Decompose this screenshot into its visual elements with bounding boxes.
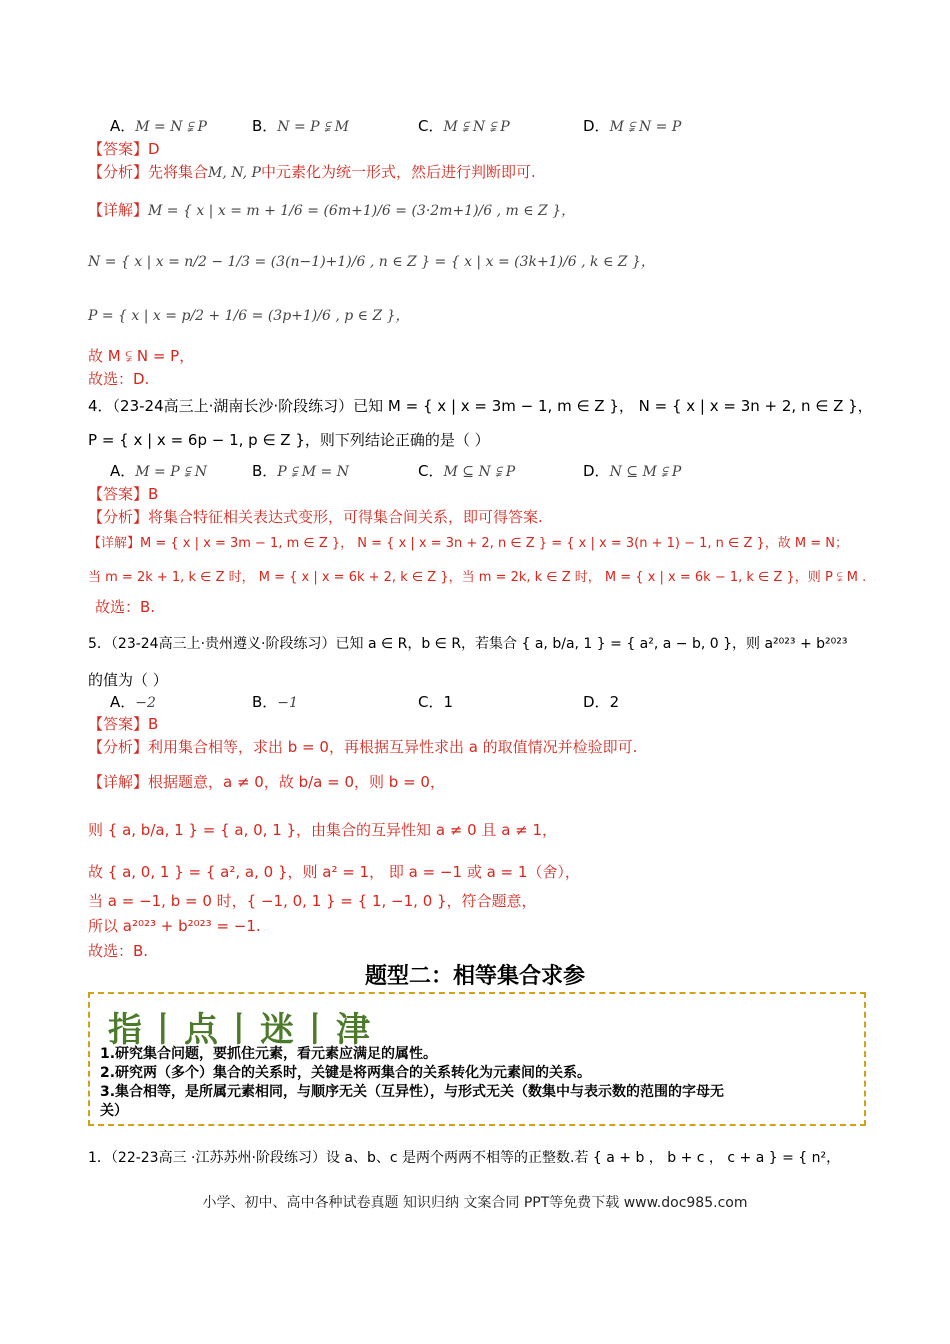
option-formula: M ⫋ N ⫋ P [443,119,510,135]
option-formula: 1 [443,693,454,711]
option-label: D． [583,117,610,135]
option-label: A． [110,693,136,711]
option-label: B． [252,117,278,135]
q4-stem: 4．（23-24高三上·湖南长沙·阶段练习）已知 M = { x | x = 3m − 1, m ∈ Z }， N = { x | x = 3n + 2, n ∈ Z }， [88,397,873,415]
q5-option-a [110,692,156,713]
option-formula: P ⫋ M = N [277,464,349,480]
q5-analysis: 【分析】利用集合相等，求出 b = 0，再根据互异性求出 a 的取值情况并检验即可. [88,738,638,756]
analysis-math: M, N, P [208,165,261,181]
q5-stem: 5．（23-24高三上·贵州遵义·阶段练习）已知 a ∈ R，b ∈ R，若集合 { a, b/a, 1 } = { a², a − b, 0 }，则 a²⁰²³ + b²⁰²³ [88,636,848,652]
q4-conclusion: 故选：B. [95,598,156,616]
option-label: D． [583,462,610,480]
q4-analysis: 【分析】将集合特征相关表达式变形，可得集合间关系，即可得答案. [88,508,543,526]
q5-option-d [583,692,619,712]
q3-answer: 【答案】D [88,140,160,158]
option-formula: N ⊆ M ⫋ P [609,464,682,480]
q5-detail-3: 故 { a, 0, 1 } = { a², a, 0 }，则 a² = 1， 即 a = −1 或 a = 1（舍）， [88,863,580,881]
option-formula: M ⫋ N = P [609,119,682,135]
option-formula: M ⊆ N ⫋ P [443,464,516,480]
q3-detail-1 [88,200,575,221]
q4-option-b [252,461,349,482]
option-label: A． [110,117,136,135]
q1-next-stem: 1．（22-23高三 ·江苏苏州·阶段练习）设 a、b、c 是两个两两不相等的正整数.若 { a + b ， b + c ， c + a } = { n²， [88,1150,841,1166]
q3-detail-4: 故 M ⫋ N = P， [88,347,195,365]
q5-detail-2: 则 { a, b/a, 1 } = { a, 0, 1 }，由集合的互异性知 a ≠ 0 且 a ≠ 1， [88,821,558,839]
detail-tag: 【详解】 [88,201,149,219]
q4-stem-2: P = { x | x = 6p − 1, p ∈ Z }，则下列结论正确的是（ ） [88,431,490,449]
q5-answer: 【答案】B [88,715,159,733]
analysis-tag: 【分析】 [88,163,149,181]
q3-detail-2: N = { x | x = n/2 − 1/3 = (3(n−1)+1)/6 , n ∈ Z } = { x | x = (3k+1)/6 , k ∈ Z }， [88,254,655,270]
tip-line-4: 关） [100,1103,128,1119]
tips-box [88,992,866,1126]
q4-detail-2: 当 m = 2k + 1, k ∈ Z 时， M = { x | x = 6k + 2, k ∈ Z }，当 m = 2k, k ∈ Z 时， M = { x | x = 6k − 1, k ∈ Z }，则 P ⫋ M . [88,570,867,585]
q5-detail-1: 【详解】根据题意，a ≠ 0，故 b/a = 0，则 b = 0， [88,773,445,791]
q4-answer: 【答案】B [88,485,159,503]
q5-detail-5: 所以 a²⁰²³ + b²⁰²³ = −1. [88,917,261,935]
q3-option-c [418,116,510,137]
option-formula: M = N ⫋ P [135,119,207,135]
q4-option-c [418,461,515,482]
option-formula: −2 [135,695,156,711]
option-label: B． [252,693,278,711]
q5-conclusion: 故选：B. [88,942,149,960]
tip-line-1: 1.研究集合问题，要抓住元素，看元素应满足的属性。 [100,1046,438,1062]
q5-option-b [252,692,298,713]
q4-option-d [583,461,681,482]
q4-detail-1: 【详解】M = { x | x = 3m − 1, m ∈ Z }， N = { x | x = 3n + 2, n ∈ Z } = { x | x = 3(n + 1) − 1, n ∈ Z }，故 M = N； [88,536,848,551]
q4-option-a [110,461,207,482]
q3-option-d [583,116,681,137]
option-label: C． [418,117,444,135]
option-label: B． [252,462,278,480]
tips-heading: 指丨点丨迷丨津 [108,1010,374,1050]
q3-option-a [110,116,207,137]
detail-formula: M = { x | x = m + 1/6 = (6m+1)/6 = (3·2m+1)/6 , m ∈ Z }， [148,203,576,219]
section-title: 题型二：相等集合求参 [364,964,585,989]
option-formula: M = P ⫋ N [135,464,207,480]
q3-detail-3: P = { x | x = p/2 + 1/6 = (3p+1)/6 , p ∈ Z }， [88,308,410,324]
page-footer: 小学、初中、高中各种试卷真题 知识归纳 文案合同 PPT等免费下载 www.doc985.com [202,1195,748,1211]
tip-line-2: 2.研究两（多个）集合的关系时，关键是将两集合的关系转化为元素间的关系。 [100,1065,592,1081]
q3-analysis [88,162,536,183]
option-label: C． [418,693,444,711]
tip-line-3: 3.集合相等，是所属元素相同，与顺序无关（互异性），与形式无关（数集中与表示数的范围的字母无 [100,1084,725,1100]
option-formula: −1 [277,695,298,711]
q3-option-b [252,116,349,137]
option-formula: N = P ⫋ M [277,119,349,135]
option-label: C． [418,462,444,480]
option-label: A． [110,462,136,480]
option-formula: 2 [609,693,620,711]
q3-conclusion: 故选：D. [88,370,150,388]
q5-stem-2: 的值为（ ） [88,671,168,689]
analysis-pre: 先将集合 [148,163,209,181]
q5-detail-4: 当 a = −1, b = 0 时，{ −1, 0, 1 } = { 1, −1, 0 }，符合题意， [88,892,537,910]
option-label: D． [583,693,610,711]
analysis-post: 中元素化为统一形式，然后进行判断即可. [260,163,536,181]
q5-option-c [418,692,453,712]
